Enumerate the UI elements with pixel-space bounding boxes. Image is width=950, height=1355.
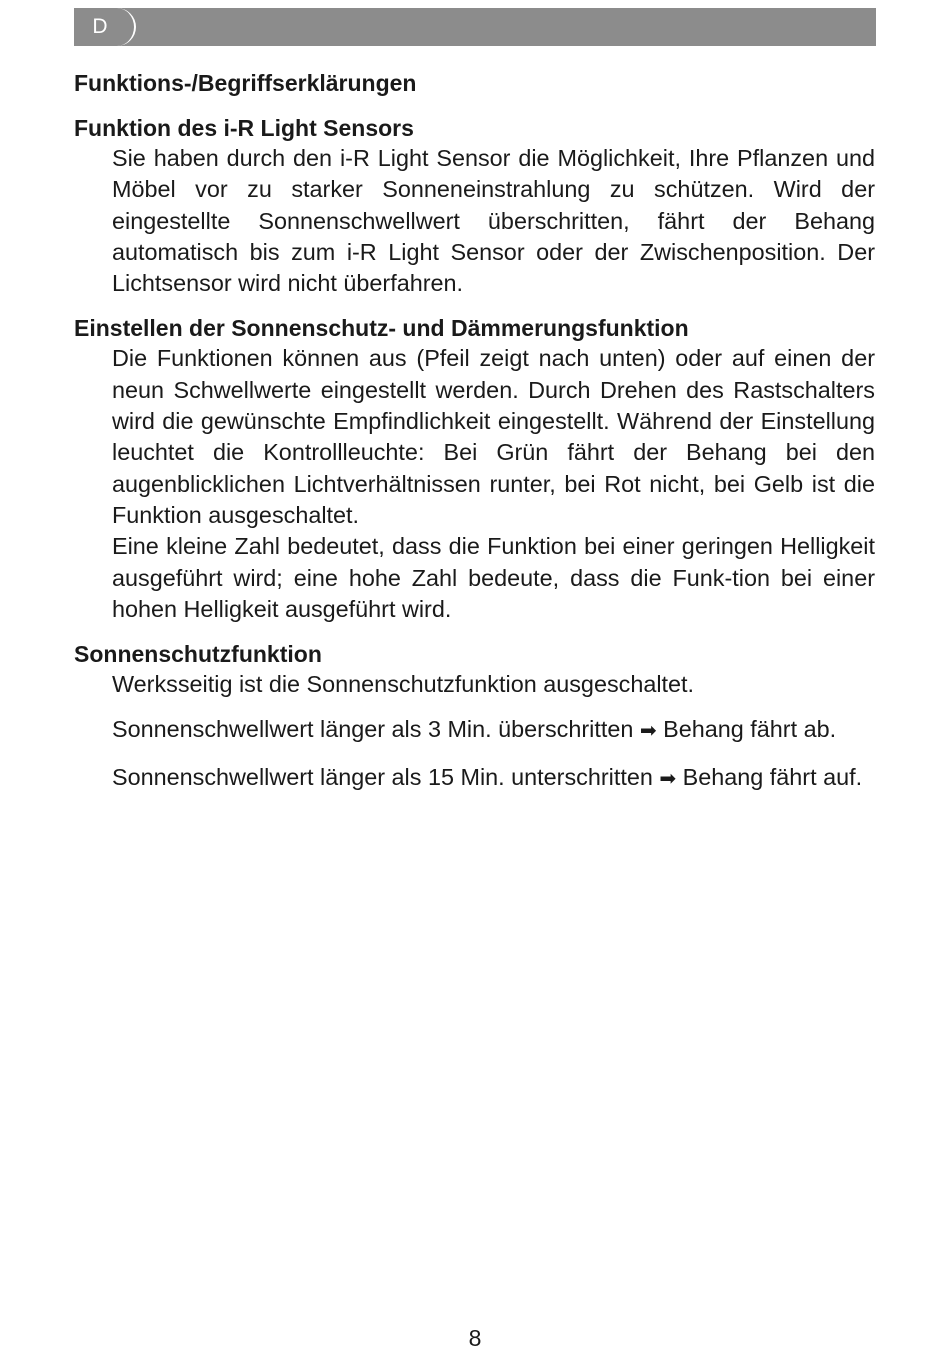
section-title: Funktion des i-R Light Sensors — [74, 115, 414, 141]
section-settings — [74, 313, 875, 625]
language-tab: D — [74, 8, 136, 46]
header-bar — [74, 8, 876, 46]
arrow-right-icon: ➡ — [639, 720, 657, 743]
paragraph: Werksseitig ist die Sonnenschutzfunktion ausgeschaltet. — [112, 671, 695, 698]
section-light-sensor — [74, 113, 875, 299]
paragraph: Die Funktionen können aus (Pfeil zeigt nach unten) oder auf einen der neun Schwellwerte eingestellt werden. Durch Drehen des Rastschalters wird die gewünschte Empfindlichkeit eingestellt. Während der Einstellung leuchtet die Kontrollleuchte: Bei Grün fährt der Behang bei den augenblicklichen Lichtverhältnissen runter, bei Rot nicht, bei Gelb ist die Funktion ausgeschaltet. — [112, 345, 875, 528]
document-body — [74, 67, 875, 809]
page-number: 8 — [468, 1325, 482, 1351]
rule-line — [112, 714, 875, 747]
page-title: Funktions-/Begriffserklärungen — [74, 70, 417, 96]
rule-condition: Sonnenschwellwert länger als 3 Min. überschritten — [112, 716, 634, 743]
arrow-right-icon: ➡ — [659, 767, 677, 790]
rule-line — [112, 762, 875, 795]
rule-result: Behang fährt auf. — [682, 763, 863, 790]
rule-condition: Sonnenschwellwert länger als 15 Min. unterschritten — [112, 763, 653, 790]
section-sun-protection — [74, 639, 875, 795]
rule-result: Behang fährt ab. — [663, 716, 837, 743]
section-title: Einstellen der Sonnenschutz- und Dämmerungsfunktion — [74, 315, 689, 342]
paragraph: Eine kleine Zahl bedeutet, dass die Funktion bei einer geringen Helligkeit ausgeführt wird; eine hohe Zahl bedeute, dass die Funk-tion bei einer hohen Helligkeit ausgeführt wird. — [112, 533, 875, 622]
section-title: Sonnenschutzfunktion — [74, 641, 322, 668]
paragraph: Sie haben durch den i-R Light Sensor die Möglichkeit, Ihre Pflanzen und Möbel vor zu starker Sonneneinstrahlung zu schützen. Wird der eingestellte Sonnenschwellwert überschritten, fährt der Behang automatisch bis zum i-R Light Sensor oder der Zwischenposition. Der Lichtsensor wird nicht überfahren. — [112, 145, 875, 297]
